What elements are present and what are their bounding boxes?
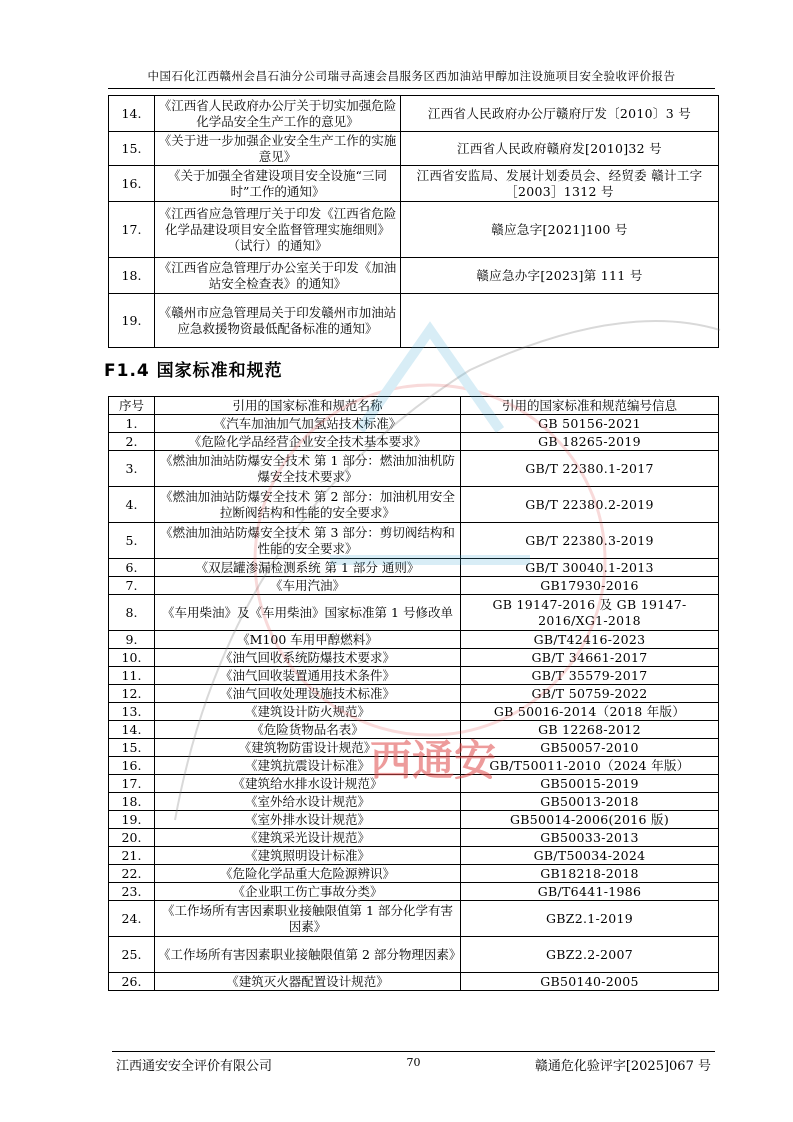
standard-name: 《建筑灭火器配置设计规范》 [155, 973, 461, 991]
standard-code: GB 19147-2016 及 GB 19147-2016/XG1-2018 [461, 595, 719, 631]
row-number: 1. [109, 415, 155, 433]
standard-code: 江西省人民政府赣府发[2010]32 号 [401, 132, 719, 166]
regulation-row [109, 202, 719, 258]
page-header: 中国石化江西赣州会昌石油分公司瑞寻高速会昌服务区西加油站甲醇加注设施项目安全验收评价报告 [108, 66, 715, 89]
row-number: 16. [109, 166, 155, 202]
row-number: 6. [109, 559, 155, 577]
standard-code: 赣应急字[2021]100 号 [401, 202, 719, 258]
header-no: 序号 [109, 397, 155, 415]
row-number: 23. [109, 883, 155, 901]
standard-row [109, 721, 719, 739]
standard-row [109, 649, 719, 667]
standard-row [109, 901, 719, 937]
standard-name: 《赣州市应急管理局关于印发赣州市加油站应急救援物资最低配备标准的通知》 [155, 294, 401, 348]
standard-code: GB/T 22380.3-2019 [461, 523, 719, 559]
standard-name: 《室外排水设计规范》 [155, 811, 461, 829]
row-number: 17. [109, 202, 155, 258]
standard-name: 《工作场所有害因素职业接触限值第 2 部分物理因素》 [155, 937, 461, 973]
row-number: 3. [109, 451, 155, 487]
row-number: 17. [109, 775, 155, 793]
standard-name: 《工作场所有害因素职业接触限值第 1 部分化学有害因素》 [155, 901, 461, 937]
row-number: 11. [109, 667, 155, 685]
standard-row [109, 793, 719, 811]
footer-company: 江西通安安全评价有限公司 [116, 1059, 273, 1074]
row-number: 19. [109, 294, 155, 348]
standard-code: GBZ2.2-2007 [461, 937, 719, 973]
standard-name: 《危险化学品重大危险源辨识》 [155, 865, 461, 883]
standard-row [109, 865, 719, 883]
standard-code: GB 18265-2019 [461, 433, 719, 451]
standard-code: GB/T 22380.2-2019 [461, 487, 719, 523]
standard-name: 《室外给水设计规范》 [155, 793, 461, 811]
row-number: 12. [109, 685, 155, 703]
standard-row [109, 775, 719, 793]
standard-name: 《建筑采光设计规范》 [155, 829, 461, 847]
standard-row [109, 667, 719, 685]
standard-code: GB/T 22380.1-2017 [461, 451, 719, 487]
table-header-row [109, 397, 719, 415]
standard-name: 《江西省应急管理厅办公室关于印发《加油站安全检查表》的通知》 [155, 258, 401, 294]
standard-row [109, 739, 719, 757]
standard-name: 《M100 车用甲醇燃料》 [155, 631, 461, 649]
watermark-text-bottom: 西通安 [370, 736, 497, 785]
standard-code: GB/T50011-2010（2024 年版） [461, 757, 719, 775]
regulation-row [109, 96, 719, 132]
standard-code: GB50140-2005 [461, 973, 719, 991]
standard-row [109, 595, 719, 631]
row-number: 26. [109, 973, 155, 991]
standard-code: GB/T50034-2024 [461, 847, 719, 865]
row-number: 7. [109, 577, 155, 595]
row-number: 14. [109, 96, 155, 132]
row-number: 24. [109, 901, 155, 937]
standard-row [109, 451, 719, 487]
standard-name: 《建筑照明设计标准》 [155, 847, 461, 865]
standard-name: 《建筑设计防火规范》 [155, 703, 461, 721]
standard-row [109, 811, 719, 829]
national-standards-table [108, 396, 719, 991]
regulations-table-continued [108, 95, 719, 348]
standard-name: 《关于进一步加强企业安全生产工作的实施意见》 [155, 132, 401, 166]
standard-name: 《汽车加油加气加氢站技术标准》 [155, 415, 461, 433]
standard-row [109, 703, 719, 721]
standard-name: 《油气回收系统防爆技术要求》 [155, 649, 461, 667]
row-number: 25. [109, 937, 155, 973]
standard-name: 《燃油加油站防爆安全技术 第 2 部分：加油机用安全拉断阀结构和性能的安全要求》 [155, 487, 461, 523]
standard-row [109, 883, 719, 901]
standard-code: GB/T 50759-2022 [461, 685, 719, 703]
standard-code: GBZ2.1-2019 [461, 901, 719, 937]
row-number: 13. [109, 703, 155, 721]
standard-row [109, 685, 719, 703]
standard-name: 《江西省应急管理厅关于印发《江西省危险化学品建设项目安全监督管理实施细则》（试行）的通知》 [155, 202, 401, 258]
row-number: 19. [109, 811, 155, 829]
row-number: 22. [109, 865, 155, 883]
page-number: 70 [406, 1056, 421, 1069]
footer-doc-number: 赣通危化验评字[2025]067 号 [534, 1059, 711, 1074]
standard-code: GB/T 34661-2017 [461, 649, 719, 667]
standard-row [109, 847, 719, 865]
standard-code [401, 294, 719, 348]
standard-name: 《江西省人民政府办公厅关于切实加强危险化学品安全生产工作的意见》 [155, 96, 401, 132]
standard-code: GB 50156-2021 [461, 415, 719, 433]
row-number: 9. [109, 631, 155, 649]
row-number: 20. [109, 829, 155, 847]
standard-code: GB50015-2019 [461, 775, 719, 793]
standard-name: 《双层罐渗漏检测系统 第 1 部分 通则》 [155, 559, 461, 577]
standard-row [109, 487, 719, 523]
regulation-row [109, 258, 719, 294]
standard-name: 《建筑给水排水设计规范》 [155, 775, 461, 793]
row-number: 14. [109, 721, 155, 739]
standard-code: GB50013-2018 [461, 793, 719, 811]
standard-name: 《建筑物防雷设计规范》 [155, 739, 461, 757]
standard-row [109, 757, 719, 775]
standard-name: 《建筑抗震设计标准》 [155, 757, 461, 775]
standard-name: 《企业职工伤亡事故分类》 [155, 883, 461, 901]
standard-row [109, 433, 719, 451]
standard-name: 《关于加强全省建设项目安全设施“三同时”工作的通知》 [155, 166, 401, 202]
standard-name: 《燃油加油站防爆安全技术 第 1 部分：燃油加油机防爆安全技术要求》 [155, 451, 461, 487]
standard-code: GB/T6441-1986 [461, 883, 719, 901]
standard-row [109, 523, 719, 559]
header-name: 引用的国家标准和规范名称 [155, 397, 461, 415]
row-number: 18. [109, 258, 155, 294]
standard-code: 赣应急办字[2023]第 111 号 [401, 258, 719, 294]
regulation-row [109, 132, 719, 166]
standard-row [109, 973, 719, 991]
page-footer [112, 1051, 715, 1074]
standard-code: GB/T 35579-2017 [461, 667, 719, 685]
standard-code: GB50014-2006(2016 版) [461, 811, 719, 829]
regulation-row [109, 294, 719, 348]
standard-code: GB 12268-2012 [461, 721, 719, 739]
standard-row [109, 631, 719, 649]
row-number: 15. [109, 739, 155, 757]
standard-code: GB18218-2018 [461, 865, 719, 883]
standard-name: 《车用柴油》及《车用柴油》国家标准第 1 号修改单 [155, 595, 461, 631]
section-title: F1.4 国家标准和规范 [104, 361, 283, 381]
row-number: 21. [109, 847, 155, 865]
regulation-row [109, 166, 719, 202]
standard-code: GB17930-2016 [461, 577, 719, 595]
standard-code: GB 50016-2014（2018 年版） [461, 703, 719, 721]
row-number: 16. [109, 757, 155, 775]
row-number: 2. [109, 433, 155, 451]
standard-name: 《危险货物品名表》 [155, 721, 461, 739]
standard-code: GB50033-2013 [461, 829, 719, 847]
standard-code: GB/T 30040.1-2013 [461, 559, 719, 577]
standard-name: 《燃油加油站防爆安全技术 第 3 部分：剪切阀结构和性能的安全要求》 [155, 523, 461, 559]
row-number: 10. [109, 649, 155, 667]
standard-code: GB50057-2010 [461, 739, 719, 757]
row-number: 15. [109, 132, 155, 166]
standard-row [109, 559, 719, 577]
header-code: 引用的国家标准和规范编号信息 [461, 397, 719, 415]
row-number: 18. [109, 793, 155, 811]
row-number: 5. [109, 523, 155, 559]
standard-code: 江西省安监局、发展计划委员会、经贸委 赣计工字［2003］1312 号 [401, 166, 719, 202]
standard-name: 《油气回收处理设施技术标准》 [155, 685, 461, 703]
standard-name: 《车用汽油》 [155, 577, 461, 595]
standard-name: 《油气回收装置通用技术条件》 [155, 667, 461, 685]
standard-code: 江西省人民政府办公厅赣府厅发〔2010〕3 号 [401, 96, 719, 132]
standard-row [109, 577, 719, 595]
standard-row [109, 937, 719, 973]
row-number: 4. [109, 487, 155, 523]
row-number: 8. [109, 595, 155, 631]
standard-row [109, 829, 719, 847]
standard-name: 《危险化学品经营企业安全技术基本要求》 [155, 433, 461, 451]
standard-row [109, 415, 719, 433]
standard-code: GB/T42416-2023 [461, 631, 719, 649]
